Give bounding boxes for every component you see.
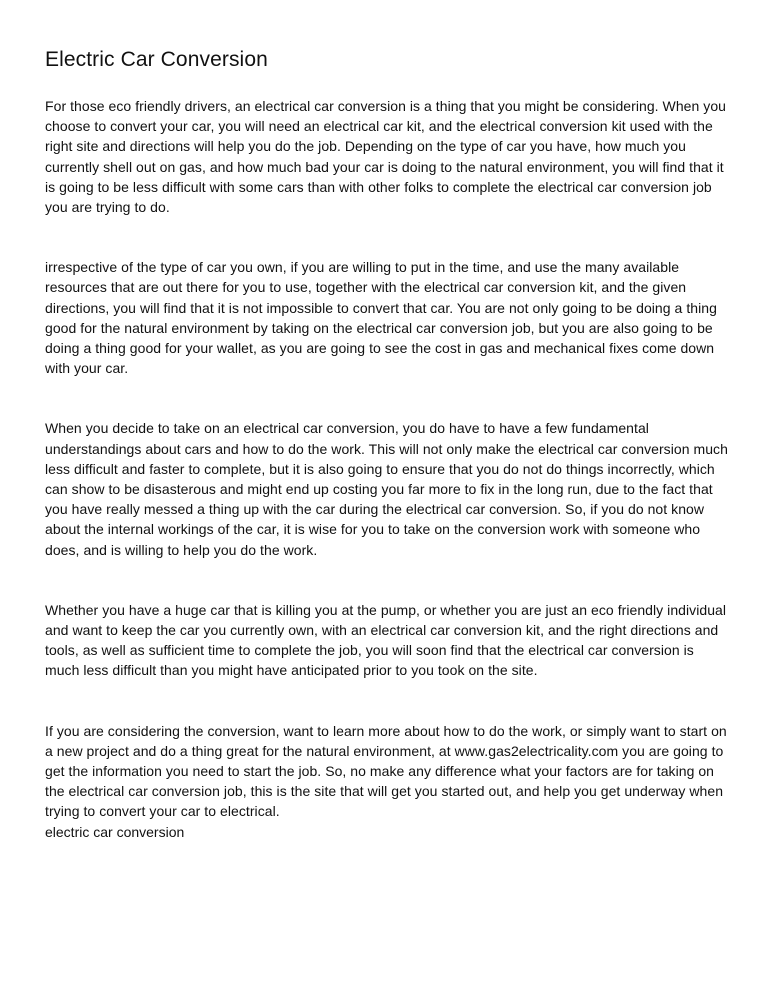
paragraph-2: irrespective of the type of car you own, if you are willing to put in the time, and use the many available resources that are out there for you to use, together with the electrical car conversion kit, and the given directions, you will find that it is not impossible to convert that car. You are not only going to be doing a thing good for the natural environment by taking on the electrical car conversion job, but you are also going to be doing a thing good for your wallet, as you are going to see the cost in gas and mechanical fixes come down with your car. <box>45 259 717 377</box>
paragraph-3: When you decide to take on an electrical car conversion, you do have to have a few fundamental understandings about cars and how to do the work. This will not only make the electrical car conversion much less difficult and faster to complete, but it is also going to ensure that you do not do things incorrectly, which can show to be disasterous and might end up costing you far more to fix in the long run, due to the fact that you have really messed a thing up with the car during the electrical car conversion. So, if you do not know about the internal workings of the car, it is wise for you to take on the conversion work with someone who does, and is willing to help you do the work. <box>45 420 728 558</box>
paragraph-1: For those eco friendly drivers, an electrical car conversion is a thing that you might be considering. When you choose to convert your car, you will need an electrical car kit, and the electrical conversion kit used with the right site and directions will help you do the job. Depending on the type of car you have, how much you currently shell out on gas, and how much bad your car is doing to the natural environment, you will find that it is going to be less difficult with some cars than with other folks to complete the electrical car conversion job you are trying to do. <box>45 98 726 216</box>
document-page <box>45 46 729 842</box>
paragraph-4: Whether you have a huge car that is killing you at the pump, or whether you are just an eco friendly individual and want to keep the car you currently own, with an electrical car conversion kit, and the right directions and tools, as well as sufficient time to complete the job, you will soon find that the electrical car conversion is much less difficult than you might have anticipated prior to you took on the site. <box>45 601 727 679</box>
document-title: Electric Car Conversion <box>45 48 268 71</box>
footer-keyword: electric car conversion <box>45 823 185 840</box>
paragraph-5: If you are considering the conversion, want to learn more about how to do the work, or simply want to start on a new project and do a thing great for the natural environment, at www.gas2electricality.com you are going to get the information you need to start the job. So, no make any difference what your factors are for taking on the electrical car conversion job, this is the site that will get you started out, and help you get underway when trying to convert your car to electrical. <box>45 722 727 820</box>
